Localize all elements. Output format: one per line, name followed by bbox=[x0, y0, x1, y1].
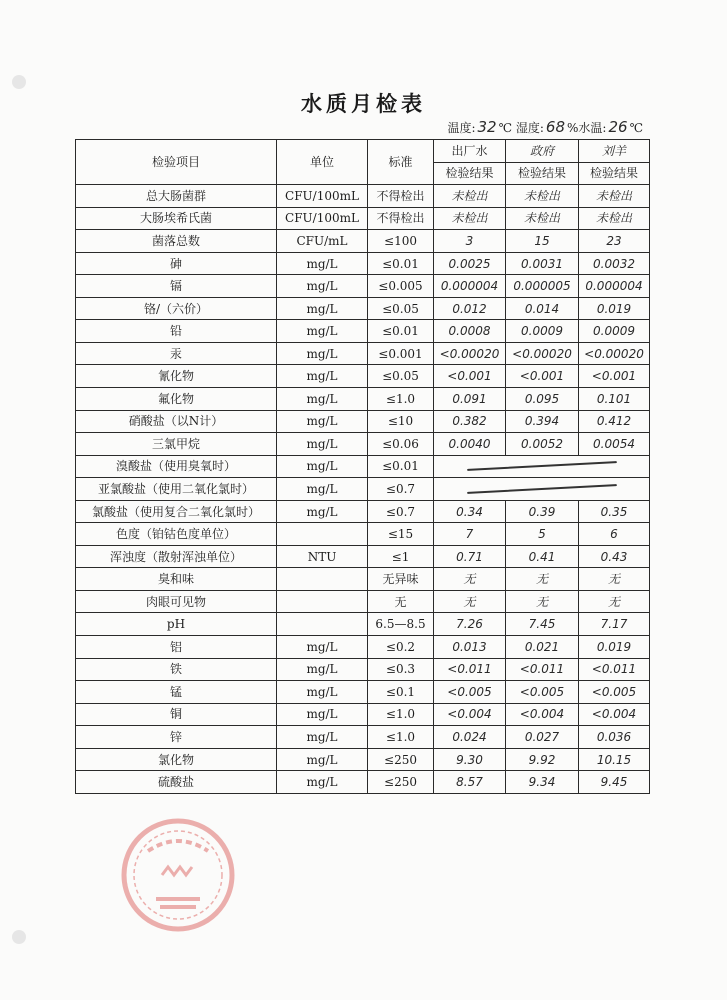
result-cell: 0.036 bbox=[579, 726, 650, 749]
item-cell: 大肠埃希氏菌 bbox=[76, 207, 277, 230]
result-cell: <0.00020 bbox=[506, 342, 579, 365]
result-cell: 0.0008 bbox=[434, 320, 506, 343]
table-row bbox=[76, 388, 650, 411]
unit-cell: mg/L bbox=[277, 658, 368, 681]
unit-cell: mg/L bbox=[277, 455, 368, 478]
standard-cell: ≤0.7 bbox=[368, 478, 434, 501]
header-item: 检验项目 bbox=[76, 140, 277, 185]
unit-cell: mg/L bbox=[277, 500, 368, 523]
table-row bbox=[76, 252, 650, 275]
item-cell: 总大肠菌群 bbox=[76, 185, 277, 208]
result-cell: 0.095 bbox=[506, 388, 579, 411]
unit-cell bbox=[277, 523, 368, 546]
humidity-value: 68 bbox=[545, 118, 566, 136]
result-cell: 0.000005 bbox=[506, 275, 579, 298]
header-standard: 标准 bbox=[368, 140, 434, 185]
item-cell: 亚氯酸盐（使用二氧化氯时） bbox=[76, 478, 277, 501]
result-cell: 5 bbox=[506, 523, 579, 546]
item-cell: 色度（铂钴色度单位） bbox=[76, 523, 277, 546]
header-unit: 单位 bbox=[277, 140, 368, 185]
result-cell: <0.005 bbox=[434, 681, 506, 704]
unit-cell: mg/L bbox=[277, 681, 368, 704]
table-row bbox=[76, 703, 650, 726]
humidity-unit: % bbox=[567, 121, 579, 135]
standard-cell: ≤0.06 bbox=[368, 433, 434, 456]
item-cell: 三氯甲烷 bbox=[76, 433, 277, 456]
unit-cell: mg/L bbox=[277, 365, 368, 388]
result-cell: 0.71 bbox=[434, 545, 506, 568]
item-cell: 汞 bbox=[76, 342, 277, 365]
item-cell: 铬/（六价） bbox=[76, 297, 277, 320]
header-site-liuyang: 刘羊 bbox=[579, 140, 650, 163]
standard-cell: ≤0.01 bbox=[368, 455, 434, 478]
not-applicable-dash bbox=[467, 461, 617, 471]
result-cell: 0.0054 bbox=[579, 433, 650, 456]
result-cell: 无 bbox=[434, 568, 506, 591]
result-cell: 0.0009 bbox=[506, 320, 579, 343]
standard-cell: ≤10 bbox=[368, 410, 434, 433]
table-row bbox=[76, 297, 650, 320]
result-cell: 无 bbox=[579, 590, 650, 613]
result-cell: 无 bbox=[579, 568, 650, 591]
item-cell: 氯酸盐（使用复合二氧化氯时） bbox=[76, 500, 277, 523]
table-row bbox=[76, 342, 650, 365]
result-cell: <0.00020 bbox=[579, 342, 650, 365]
result-cell: 8.57 bbox=[434, 771, 506, 794]
unit-cell: mg/L bbox=[277, 748, 368, 771]
unit-cell: CFU/mL bbox=[277, 230, 368, 253]
item-cell: 铜 bbox=[76, 703, 277, 726]
not-applicable-dash bbox=[467, 484, 617, 494]
result-cell: 0.39 bbox=[506, 500, 579, 523]
water-temp-value: 26 bbox=[608, 118, 628, 136]
result-cell: 无 bbox=[506, 590, 579, 613]
unit-cell: mg/L bbox=[277, 388, 368, 411]
result-cell: <0.00020 bbox=[434, 342, 506, 365]
item-cell: 铅 bbox=[76, 320, 277, 343]
result-cell: 0.41 bbox=[506, 545, 579, 568]
table-row bbox=[76, 365, 650, 388]
temperature-label: 温度: bbox=[447, 121, 476, 135]
result-cell: 7.17 bbox=[579, 613, 650, 636]
result-cell: 3 bbox=[434, 230, 506, 253]
table-row bbox=[76, 590, 650, 613]
result-cell: 0.0009 bbox=[579, 320, 650, 343]
result-cell: 0.024 bbox=[434, 726, 506, 749]
result-cell: <0.011 bbox=[434, 658, 506, 681]
standard-cell: ≤0.005 bbox=[368, 275, 434, 298]
standard-cell: 6.5—8.5 bbox=[368, 613, 434, 636]
result-cell: 0.0031 bbox=[506, 252, 579, 275]
standard-cell: ≤100 bbox=[368, 230, 434, 253]
result-cell: 0.000004 bbox=[579, 275, 650, 298]
page-title: 水质月检表 bbox=[301, 92, 426, 116]
item-cell: 锰 bbox=[76, 681, 277, 704]
result-cell: 0.0032 bbox=[579, 252, 650, 275]
humidity-label: 湿度: bbox=[515, 121, 544, 135]
result-cell bbox=[434, 455, 650, 478]
header-site-factory: 出厂水 bbox=[434, 140, 506, 163]
punch-hole bbox=[12, 75, 26, 89]
unit-cell bbox=[277, 590, 368, 613]
unit-cell: CFU/100mL bbox=[277, 185, 368, 208]
table-row bbox=[76, 207, 650, 230]
table-row bbox=[76, 726, 650, 749]
unit-cell: mg/L bbox=[277, 726, 368, 749]
result-cell: 0.021 bbox=[506, 636, 579, 659]
unit-cell: mg/L bbox=[277, 320, 368, 343]
table-row bbox=[76, 185, 650, 208]
table-row bbox=[76, 500, 650, 523]
temperature-unit: ℃ bbox=[498, 121, 513, 135]
standard-cell: 不得检出 bbox=[368, 207, 434, 230]
standard-cell: ≤250 bbox=[368, 771, 434, 794]
standard-cell: ≤0.1 bbox=[368, 681, 434, 704]
table-row bbox=[76, 748, 650, 771]
unit-cell: mg/L bbox=[277, 636, 368, 659]
result-cell: 无 bbox=[434, 590, 506, 613]
result-cell: 无 bbox=[506, 568, 579, 591]
item-cell: 硫酸盐 bbox=[76, 771, 277, 794]
standard-cell: ≤0.2 bbox=[368, 636, 434, 659]
table-row bbox=[76, 230, 650, 253]
item-cell: 砷 bbox=[76, 252, 277, 275]
table-row bbox=[76, 523, 650, 546]
standard-cell: ≤0.05 bbox=[368, 297, 434, 320]
water-quality-table bbox=[75, 139, 650, 794]
unit-cell: mg/L bbox=[277, 433, 368, 456]
standard-cell: ≤0.3 bbox=[368, 658, 434, 681]
standard-cell: ≤0.01 bbox=[368, 320, 434, 343]
result-cell: 0.091 bbox=[434, 388, 506, 411]
result-cell: 7.26 bbox=[434, 613, 506, 636]
result-cell: 0.012 bbox=[434, 297, 506, 320]
result-cell: 未检出 bbox=[434, 185, 506, 208]
table-row bbox=[76, 275, 650, 298]
result-cell: 0.019 bbox=[579, 636, 650, 659]
result-cell: 23 bbox=[579, 230, 650, 253]
item-cell: 硝酸盐（以N计） bbox=[76, 410, 277, 433]
water-temp-unit: ℃ bbox=[629, 121, 643, 135]
item-cell: 浑浊度（散射浑浊单位） bbox=[76, 545, 277, 568]
standard-cell: ≤15 bbox=[368, 523, 434, 546]
conditions-line bbox=[447, 118, 643, 136]
table-row bbox=[76, 455, 650, 478]
item-cell: 镉 bbox=[76, 275, 277, 298]
item-cell: 锌 bbox=[76, 726, 277, 749]
result-cell: 9.92 bbox=[506, 748, 579, 771]
result-cell: <0.011 bbox=[506, 658, 579, 681]
table-row bbox=[76, 568, 650, 591]
item-cell: 铁 bbox=[76, 658, 277, 681]
result-cell: 0.027 bbox=[506, 726, 579, 749]
result-cell: 10.15 bbox=[579, 748, 650, 771]
unit-cell: NTU bbox=[277, 545, 368, 568]
result-cell: <0.004 bbox=[434, 703, 506, 726]
water-temp-label: 水温: bbox=[578, 121, 607, 135]
standard-cell: 无异味 bbox=[368, 568, 434, 591]
unit-cell: mg/L bbox=[277, 771, 368, 794]
result-cell: 7.45 bbox=[506, 613, 579, 636]
result-cell: <0.011 bbox=[579, 658, 650, 681]
item-cell: 菌落总数 bbox=[76, 230, 277, 253]
standard-cell: ≤0.7 bbox=[368, 500, 434, 523]
item-cell: 氰化物 bbox=[76, 365, 277, 388]
item-cell: 肉眼可见物 bbox=[76, 590, 277, 613]
standard-cell: ≤0.001 bbox=[368, 342, 434, 365]
table-row bbox=[76, 658, 650, 681]
unit-cell: mg/L bbox=[277, 342, 368, 365]
result-cell: 0.014 bbox=[506, 297, 579, 320]
header-result-label: 检验结果 bbox=[506, 162, 579, 185]
unit-cell bbox=[277, 613, 368, 636]
standard-cell: ≤1.0 bbox=[368, 726, 434, 749]
unit-cell: mg/L bbox=[277, 703, 368, 726]
header-row bbox=[76, 140, 650, 163]
item-cell: 溴酸盐（使用臭氧时） bbox=[76, 455, 277, 478]
result-cell: <0.004 bbox=[579, 703, 650, 726]
header-result-label: 检验结果 bbox=[579, 162, 650, 185]
standard-cell: ≤0.05 bbox=[368, 365, 434, 388]
result-cell: 0.34 bbox=[434, 500, 506, 523]
unit-cell: mg/L bbox=[277, 410, 368, 433]
result-cell: <0.001 bbox=[506, 365, 579, 388]
item-cell: 氟化物 bbox=[76, 388, 277, 411]
result-cell: 0.382 bbox=[434, 410, 506, 433]
unit-cell: mg/L bbox=[277, 297, 368, 320]
result-cell: 0.0052 bbox=[506, 433, 579, 456]
standard-cell: 无 bbox=[368, 590, 434, 613]
standard-cell: ≤1.0 bbox=[368, 388, 434, 411]
item-cell: pH bbox=[76, 613, 277, 636]
unit-cell: mg/L bbox=[277, 252, 368, 275]
result-cell: 0.000004 bbox=[434, 275, 506, 298]
standard-cell: ≤1.0 bbox=[368, 703, 434, 726]
header-site-government: 政府 bbox=[506, 140, 579, 163]
result-cell: 未检出 bbox=[434, 207, 506, 230]
table-row bbox=[76, 545, 650, 568]
standard-cell: 不得检出 bbox=[368, 185, 434, 208]
punch-hole bbox=[12, 930, 26, 944]
temperature-value: 32 bbox=[477, 118, 497, 136]
result-cell: 0.101 bbox=[579, 388, 650, 411]
result-cell: <0.001 bbox=[434, 365, 506, 388]
result-cell: 9.45 bbox=[579, 771, 650, 794]
result-cell: 15 bbox=[506, 230, 579, 253]
result-cell: 0.019 bbox=[579, 297, 650, 320]
result-cell: 0.0040 bbox=[434, 433, 506, 456]
table-row bbox=[76, 681, 650, 704]
result-cell: 9.30 bbox=[434, 748, 506, 771]
result-cell: 0.35 bbox=[579, 500, 650, 523]
table-row bbox=[76, 613, 650, 636]
result-cell: <0.005 bbox=[579, 681, 650, 704]
table-row bbox=[76, 433, 650, 456]
result-cell: 9.34 bbox=[506, 771, 579, 794]
result-cell: <0.001 bbox=[579, 365, 650, 388]
result-cell: 未检出 bbox=[579, 185, 650, 208]
table-row bbox=[76, 410, 650, 433]
unit-cell bbox=[277, 568, 368, 591]
result-cell: 0.412 bbox=[579, 410, 650, 433]
result-cell: 0.394 bbox=[506, 410, 579, 433]
header-result-label: 检验结果 bbox=[434, 162, 506, 185]
result-cell: <0.004 bbox=[506, 703, 579, 726]
table-row bbox=[76, 771, 650, 794]
result-cell: 未检出 bbox=[579, 207, 650, 230]
result-cell: 0.0025 bbox=[434, 252, 506, 275]
unit-cell: mg/L bbox=[277, 275, 368, 298]
result-cell: 7 bbox=[434, 523, 506, 546]
result-cell: 未检出 bbox=[506, 185, 579, 208]
item-cell: 臭和味 bbox=[76, 568, 277, 591]
result-cell: 0.013 bbox=[434, 636, 506, 659]
result-cell bbox=[434, 478, 650, 501]
item-cell: 铝 bbox=[76, 636, 277, 659]
result-cell: 0.43 bbox=[579, 545, 650, 568]
red-seal-stamp bbox=[118, 815, 238, 935]
unit-cell: CFU/100mL bbox=[277, 207, 368, 230]
table-row bbox=[76, 636, 650, 659]
unit-cell: mg/L bbox=[277, 478, 368, 501]
table-row bbox=[76, 478, 650, 501]
result-cell: 6 bbox=[579, 523, 650, 546]
result-cell: <0.005 bbox=[506, 681, 579, 704]
result-cell: 未检出 bbox=[506, 207, 579, 230]
table-row bbox=[76, 320, 650, 343]
item-cell: 氯化物 bbox=[76, 748, 277, 771]
standard-cell: ≤250 bbox=[368, 748, 434, 771]
standard-cell: ≤1 bbox=[368, 545, 434, 568]
standard-cell: ≤0.01 bbox=[368, 252, 434, 275]
